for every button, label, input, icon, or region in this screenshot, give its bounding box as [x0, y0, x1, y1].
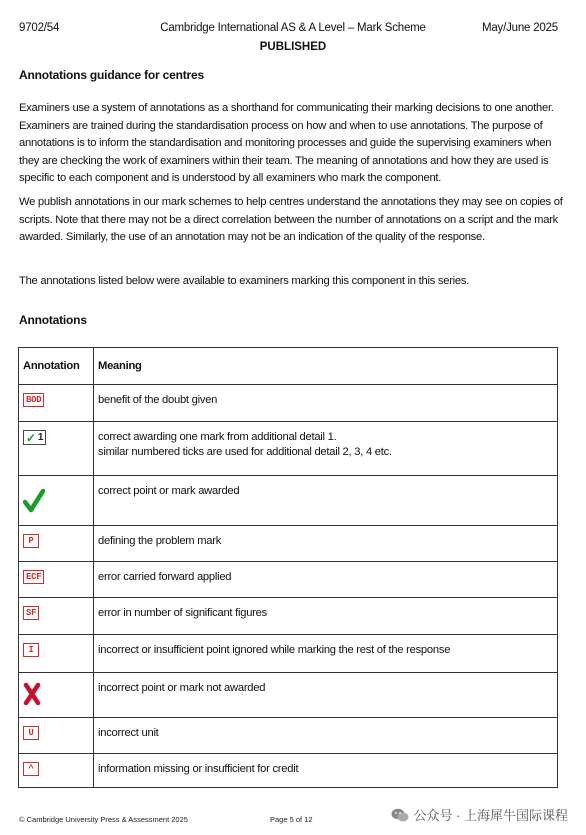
sig-fig-icon: SF — [23, 606, 39, 620]
table-row — [19, 718, 558, 754]
numbered-tick-icon: ✓ 1 — [23, 430, 46, 445]
paragraph-2: We publish annotations in our mark schemes to help centres understand the annotations they may see on copies of scripts. Note that there may not be a direct correlation between the number of annotations on a script and the mark awarded. Similarly, the use of an annotation may not be an indication of the quality of the response. — [19, 196, 563, 243]
meaning-text: incorrect or insufficient point ignored while marking the rest of the response — [98, 644, 451, 656]
cross-icon — [23, 682, 41, 706]
table-row — [19, 635, 558, 673]
bod-icon: BOD — [23, 393, 44, 407]
annotations-table — [18, 347, 558, 788]
column-header-meaning: Meaning — [94, 348, 558, 385]
meaning-text: incorrect unit — [98, 727, 159, 739]
header-code: 9702/54 — [19, 22, 60, 34]
ignore-icon: I — [23, 643, 39, 657]
header-date: May/June 2025 — [481, 22, 558, 34]
meaning-text: benefit of the doubt given — [98, 394, 218, 406]
table-header-row — [19, 348, 558, 385]
footer-copyright: © Cambridge University Press & Assessment 2025 — [19, 815, 188, 824]
table-row — [19, 476, 558, 526]
paragraph-3: The annotations listed below were available to examiners marking this component in this series. — [19, 275, 470, 287]
footer-page-number: Page 5 of 12 — [270, 815, 313, 824]
table-row — [19, 562, 558, 598]
section-heading-guidance: Annotations guidance for centres — [19, 68, 204, 82]
problem-mark-icon: P — [23, 534, 39, 548]
meaning-text: error carried forward applied — [98, 571, 232, 583]
header-status: PUBLISHED — [259, 41, 327, 53]
meaning-text: defining the problem mark — [98, 535, 222, 547]
wechat-icon — [391, 808, 409, 822]
ecf-icon: ECF — [23, 570, 44, 584]
table-row — [19, 673, 558, 718]
tick-icon — [23, 488, 45, 514]
meaning-text: information missing or insufficient for credit — [98, 763, 299, 775]
meaning-text: correct point or mark awarded — [98, 485, 240, 497]
meaning-text: error in number of significant figures — [98, 607, 267, 619]
meaning-text: incorrect point or mark not awarded — [98, 682, 266, 694]
watermark-text: 公众号 · 上海犀牛国际课程 — [413, 808, 568, 823]
table-row — [19, 422, 558, 476]
paragraph-1: Examiners use a system of annotations as a shorthand for communicating their marking decisions to one another. Examiners are trained during the standardisation process on how and when to use annotations. The purpose of annotations is to inform the standardisation and monitoring processes and guide the supervising examiners when they are checking the work of examiners within their team. The meaning of annotations and how they are used is specific to each component and is understood by all examiners who mark the component. — [19, 102, 554, 184]
table-row — [19, 754, 558, 788]
caret-icon: ^ — [23, 762, 39, 776]
table-row — [19, 598, 558, 635]
section-heading-annotations: Annotations — [19, 313, 87, 327]
header-title: Cambridge International AS & A Level – Mark Scheme — [160, 22, 426, 34]
table-row — [19, 526, 558, 562]
watermark — [391, 805, 568, 824]
meaning-text: correct awarding one mark from additional detail 1. similar numbered ticks are used for additional detail 2, 3, 4 etc. — [98, 431, 392, 458]
table-row — [19, 385, 558, 422]
column-header-annotation: Annotation — [19, 348, 94, 385]
unit-icon: U — [23, 726, 39, 740]
